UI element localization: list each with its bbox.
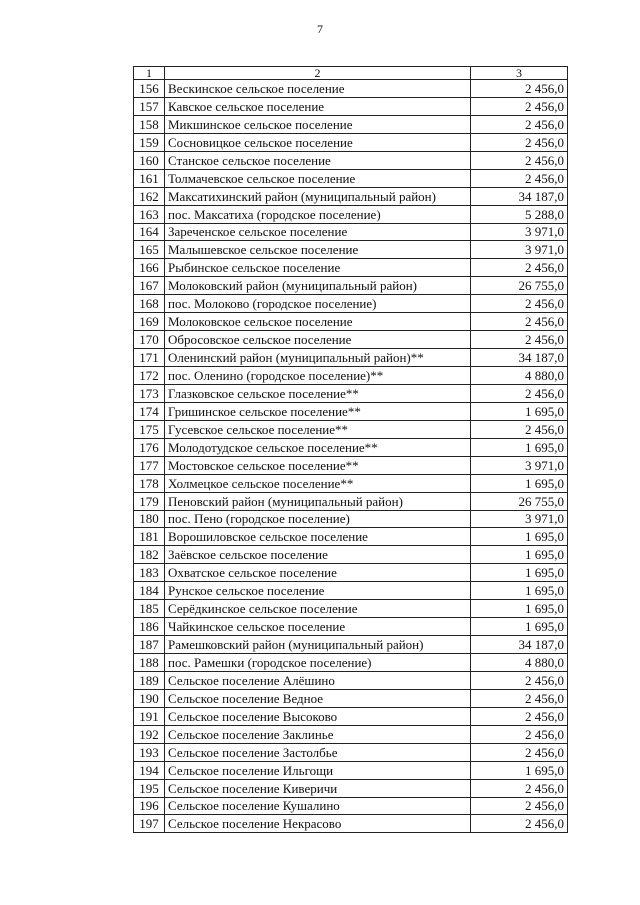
table-row <box>134 636 568 654</box>
row-number: 196 <box>134 797 165 815</box>
row-number: 191 <box>134 707 165 725</box>
amount-value: 2 456,0 <box>471 331 568 349</box>
table-row <box>134 223 568 241</box>
row-number: 170 <box>134 331 165 349</box>
table-row <box>134 169 568 187</box>
municipality-name: Ворошиловское сельское поселение <box>165 528 471 546</box>
municipality-name: пос. Оленино (городское поселение)** <box>165 367 471 385</box>
municipality-name: Сельское поселение Ведное <box>165 689 471 707</box>
allocation-table <box>133 66 568 833</box>
municipality-name: Обросовское сельское поселение <box>165 331 471 349</box>
row-number: 188 <box>134 654 165 672</box>
municipality-name: Сельское поселение Некрасово <box>165 815 471 833</box>
municipality-name: Гришинское сельское поселение** <box>165 402 471 420</box>
amount-value: 4 880,0 <box>471 367 568 385</box>
table-row <box>134 510 568 528</box>
row-number: 195 <box>134 779 165 797</box>
row-number: 190 <box>134 689 165 707</box>
row-number: 184 <box>134 582 165 600</box>
amount-value: 3 971,0 <box>471 456 568 474</box>
amount-value: 2 456,0 <box>471 689 568 707</box>
column-header-name: 2 <box>165 67 471 80</box>
row-number: 174 <box>134 402 165 420</box>
row-number: 176 <box>134 438 165 456</box>
amount-value: 34 187,0 <box>471 187 568 205</box>
row-number: 159 <box>134 133 165 151</box>
table-row <box>134 115 568 133</box>
table-row <box>134 313 568 331</box>
row-number: 189 <box>134 671 165 689</box>
amount-value: 2 456,0 <box>471 671 568 689</box>
row-number: 168 <box>134 295 165 313</box>
row-number: 181 <box>134 528 165 546</box>
municipality-name: Заёвское сельское поселение <box>165 546 471 564</box>
amount-value: 2 456,0 <box>471 97 568 115</box>
municipality-name: Вескинское сельское поселение <box>165 80 471 98</box>
municipality-name: Сосновицкое сельское поселение <box>165 133 471 151</box>
table-row <box>134 707 568 725</box>
page-number: 7 <box>317 22 323 36</box>
row-number: 193 <box>134 743 165 761</box>
municipality-name: Рунское сельское поселение <box>165 582 471 600</box>
amount-value: 2 456,0 <box>471 115 568 133</box>
row-number: 160 <box>134 151 165 169</box>
row-number: 173 <box>134 384 165 402</box>
municipality-name: Сельское поселение Алёшино <box>165 671 471 689</box>
table-row <box>134 402 568 420</box>
table-row <box>134 761 568 779</box>
row-number: 183 <box>134 564 165 582</box>
municipality-name: Сельское поселение Ильгощи <box>165 761 471 779</box>
municipality-name: Глазковское сельское поселение** <box>165 384 471 402</box>
row-number: 157 <box>134 97 165 115</box>
row-number: 180 <box>134 510 165 528</box>
row-number: 192 <box>134 725 165 743</box>
amount-value: 2 456,0 <box>471 80 568 98</box>
amount-value: 2 456,0 <box>471 420 568 438</box>
table-row <box>134 295 568 313</box>
amount-value: 34 187,0 <box>471 636 568 654</box>
table-row <box>134 384 568 402</box>
column-header-amount: 3 <box>471 67 568 80</box>
amount-value: 34 187,0 <box>471 349 568 367</box>
table-row <box>134 474 568 492</box>
amount-value: 2 456,0 <box>471 169 568 187</box>
municipality-name: Мостовское сельское поселение** <box>165 456 471 474</box>
municipality-name: пос. Пено (городское поселение) <box>165 510 471 528</box>
municipality-name: Молоковский район (муниципальный район) <box>165 277 471 295</box>
amount-value: 1 695,0 <box>471 582 568 600</box>
municipality-name: Станское сельское поселение <box>165 151 471 169</box>
municipality-name: Сельское поселение Кушалино <box>165 797 471 815</box>
amount-value: 2 456,0 <box>471 384 568 402</box>
table-row <box>134 187 568 205</box>
row-number: 194 <box>134 761 165 779</box>
row-number: 171 <box>134 349 165 367</box>
municipality-name: Сельское поселение Высоково <box>165 707 471 725</box>
table-header-row <box>134 67 568 80</box>
municipality-name: Кавское сельское поселение <box>165 97 471 115</box>
table-row <box>134 528 568 546</box>
municipality-name: Рыбинское сельское поселение <box>165 259 471 277</box>
table-row <box>134 420 568 438</box>
table-row <box>134 205 568 223</box>
municipality-name: Охватское сельское поселение <box>165 564 471 582</box>
table-row <box>134 492 568 510</box>
amount-value: 2 456,0 <box>471 295 568 313</box>
amount-value: 2 456,0 <box>471 743 568 761</box>
amount-value: 1 695,0 <box>471 474 568 492</box>
municipality-name: Оленинский район (муниципальный район)** <box>165 349 471 367</box>
municipality-name: Чайкинское сельское поселение <box>165 618 471 636</box>
amount-value: 4 880,0 <box>471 654 568 672</box>
table-row <box>134 779 568 797</box>
table-row <box>134 438 568 456</box>
row-number: 182 <box>134 546 165 564</box>
municipality-name: пос. Молоково (городское поселение) <box>165 295 471 313</box>
table-row <box>134 689 568 707</box>
row-number: 169 <box>134 313 165 331</box>
amount-value: 26 755,0 <box>471 277 568 295</box>
amount-value: 1 695,0 <box>471 564 568 582</box>
table-row <box>134 80 568 98</box>
municipality-name: Сельское поселение Застолбье <box>165 743 471 761</box>
municipality-name: Серёдкинское сельское поселение <box>165 600 471 618</box>
row-number: 161 <box>134 169 165 187</box>
row-number: 162 <box>134 187 165 205</box>
amount-value: 2 456,0 <box>471 151 568 169</box>
table-row <box>134 654 568 672</box>
amount-value: 2 456,0 <box>471 779 568 797</box>
municipality-name: Сельское поселение Заклинье <box>165 725 471 743</box>
row-number: 185 <box>134 600 165 618</box>
table-row <box>134 546 568 564</box>
table-row <box>134 815 568 833</box>
row-number: 186 <box>134 618 165 636</box>
table-row <box>134 564 568 582</box>
amount-value: 3 971,0 <box>471 223 568 241</box>
row-number: 179 <box>134 492 165 510</box>
column-header-number: 1 <box>134 67 165 80</box>
amount-value: 1 695,0 <box>471 761 568 779</box>
amount-value: 2 456,0 <box>471 797 568 815</box>
amount-value: 3 971,0 <box>471 241 568 259</box>
municipality-name: пос. Рамешки (городское поселение) <box>165 654 471 672</box>
row-number: 187 <box>134 636 165 654</box>
municipality-name: Холмецкое сельское поселение** <box>165 474 471 492</box>
table-row <box>134 277 568 295</box>
table-row <box>134 151 568 169</box>
table-row <box>134 456 568 474</box>
table-row <box>134 743 568 761</box>
amount-value: 1 695,0 <box>471 600 568 618</box>
row-number: 172 <box>134 367 165 385</box>
row-number: 167 <box>134 277 165 295</box>
table-row <box>134 241 568 259</box>
table-row <box>134 259 568 277</box>
municipality-name: Пеновский район (муниципальный район) <box>165 492 471 510</box>
row-number: 166 <box>134 259 165 277</box>
table-row <box>134 133 568 151</box>
table-row <box>134 367 568 385</box>
amount-value: 1 695,0 <box>471 438 568 456</box>
municipality-name: Микшинское сельское поселение <box>165 115 471 133</box>
table-row <box>134 600 568 618</box>
row-number: 163 <box>134 205 165 223</box>
table-row <box>134 349 568 367</box>
municipality-name: Толмачевское сельское поселение <box>165 169 471 187</box>
row-number: 175 <box>134 420 165 438</box>
municipality-name: Рамешковский район (муниципальный район) <box>165 636 471 654</box>
table-row <box>134 97 568 115</box>
amount-value: 1 695,0 <box>471 402 568 420</box>
row-number: 197 <box>134 815 165 833</box>
table-row <box>134 582 568 600</box>
amount-value: 1 695,0 <box>471 546 568 564</box>
amount-value: 2 456,0 <box>471 259 568 277</box>
row-number: 177 <box>134 456 165 474</box>
row-number: 158 <box>134 115 165 133</box>
amount-value: 5 288,0 <box>471 205 568 223</box>
amount-value: 1 695,0 <box>471 528 568 546</box>
municipality-name: Гусевское сельское поселение** <box>165 420 471 438</box>
municipality-name: Зареченское сельское поселение <box>165 223 471 241</box>
table-row <box>134 618 568 636</box>
table-body <box>134 80 568 833</box>
municipality-name: Сельское поселение Киверичи <box>165 779 471 797</box>
table-row <box>134 331 568 349</box>
row-number: 164 <box>134 223 165 241</box>
amount-value: 3 971,0 <box>471 510 568 528</box>
municipality-name: Молодотудское сельское поселение** <box>165 438 471 456</box>
amount-value: 1 695,0 <box>471 618 568 636</box>
table-row <box>134 797 568 815</box>
amount-value: 2 456,0 <box>471 313 568 331</box>
amount-value: 2 456,0 <box>471 725 568 743</box>
municipality-name: Максатихинский район (муниципальный район) <box>165 187 471 205</box>
amount-value: 2 456,0 <box>471 133 568 151</box>
amount-value: 2 456,0 <box>471 815 568 833</box>
municipality-name: Молоковское сельское поселение <box>165 313 471 331</box>
municipality-name: пос. Максатиха (городское поселение) <box>165 205 471 223</box>
table-row <box>134 671 568 689</box>
municipality-name: Малышевское сельское поселение <box>165 241 471 259</box>
row-number: 165 <box>134 241 165 259</box>
row-number: 156 <box>134 80 165 98</box>
amount-value: 2 456,0 <box>471 707 568 725</box>
row-number: 178 <box>134 474 165 492</box>
table-row <box>134 725 568 743</box>
amount-value: 26 755,0 <box>471 492 568 510</box>
